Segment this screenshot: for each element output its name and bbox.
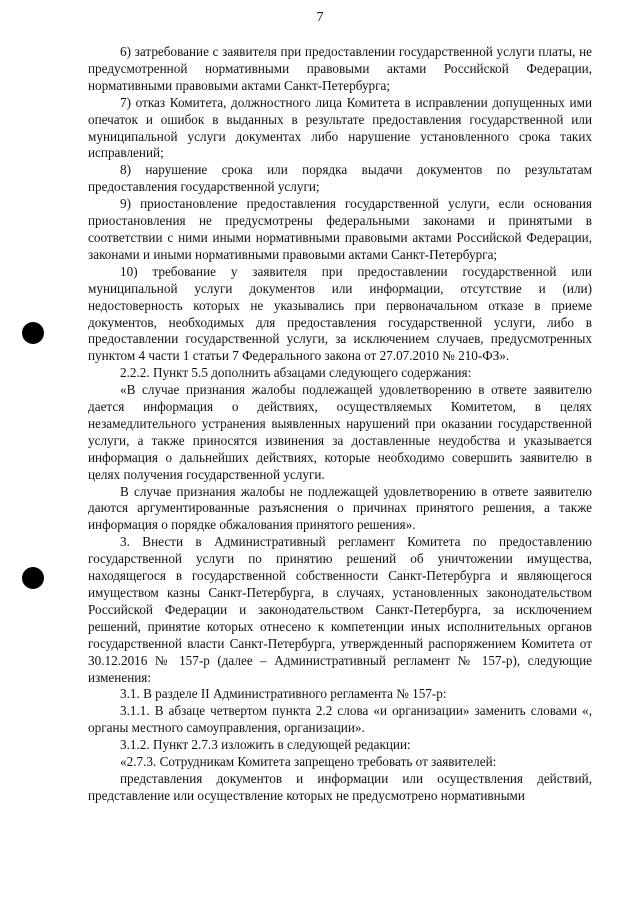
page-number: 7 bbox=[316, 10, 324, 25]
paragraph-complaint-rejected: В случае признания жалобы не подлежащей удовлетворению в ответе заявителю даются аргументированные разъяснения о причинах принятого решения, а также информация о порядке обжалования принятого решения». bbox=[88, 483, 592, 533]
paragraph-2-2-2: 2.2.2. Пункт 5.5 дополнить абзацами следующего содержания: bbox=[120, 365, 472, 381]
punch-hole-icon bbox=[22, 322, 44, 344]
document-body bbox=[88, 44, 592, 805]
paragraph-item-7: 7) отказ Комитета, должностного лица Комитета в исправлении допущенных ими опечаток и ошибок в выданных в результате предоставления государственной или муниципальной услуги документах либо нарушение установленного срока таких исправлений; bbox=[88, 94, 592, 161]
paragraph-3-1-2: 3.1.2. Пункт 2.7.3 изложить в следующей редакции: bbox=[120, 737, 411, 753]
punch-hole-icon bbox=[22, 567, 44, 589]
paragraph-item-9: 9) приостановление предоставления государственной услуги, если основания приостановления не предусмотрены федеральными законами и принятыми в соответствии с ними иными нормативными правовыми актами Российской Федерации, законами и иными нормативными правовыми актами Санкт-Петербурга; bbox=[88, 196, 592, 262]
paragraph-3-1-1: 3.1.1. В абзаце четвертом пункта 2.2 слова «и организации» заменить словами «, органы местного самоуправления, организации». bbox=[88, 703, 592, 736]
paragraph-3-1: 3.1. В разделе II Административного регламента № 157-р: bbox=[120, 686, 447, 702]
paragraph-item-6: 6) затребование с заявителя при предоставлении государственной услуги платы, не предусмотренной нормативными правовыми актами Российской Федерации, нормативными правовыми актами Санкт-Петербурга; bbox=[88, 44, 592, 93]
paragraph-complaint-satisfied: «В случае признания жалобы подлежащей удовлетворению в ответе заявителю дается информация о действиях, осуществляемых Комитетом, в целях незамедлительного устранения выявленных нарушений при оказании государственной услуги, а также приносятся извинения за доставленные неудобства и указывается информация о дальнейших действиях, которые необходимо совершить заявителю в целях получения государственной услуги. bbox=[88, 382, 592, 482]
paragraph-2-7-3: «2.7.3. Сотрудникам Комитета запрещено требовать от заявителей: bbox=[120, 754, 497, 770]
paragraph-item-8: 8) нарушение срока или порядка выдачи документов по результатам предоставления государственной услуги; bbox=[88, 162, 592, 195]
paragraph-3: 3. Внести в Административный регламент Комитета по предоставлению государственной услуги по принятию решений об уничтожении имущества, находящегося в государственной собственности Санкт-Петербурга и являющегося имуществом казны Санкт-Петербурга, в случаях, установленных законодательством Российской Федерации и законодательством Санкт-Петербурга, за исключением решений, принятие которых отнесено к компетенции иных исполнительных органов государственной власти Санкт-Петербурга, утвержденный распоряжением Комитета от 30.12.2016 № 157-р (далее – Административный регламент № 157-р), следующие изменения: bbox=[88, 534, 592, 685]
paragraph-item-10: 10) требование у заявителя при предоставлении государственной или муниципальной услуги документов или информации, отсутствие и (или) недостоверность которых не указывались при первоначальном отказе в приеме документов, необходимых для предоставления государственной услуги, либо в предоставлении государственной услуги, за исключением случаев, предусмотренных пунктом 4 части 1 статьи 7 Федерального закона от 27.07.2010 № 210-ФЗ». bbox=[88, 263, 592, 364]
paragraph-documents-requirement: представления документов и информации или осуществления действий, представление или осуществление которых не предусмотрено нормативными bbox=[88, 770, 592, 803]
